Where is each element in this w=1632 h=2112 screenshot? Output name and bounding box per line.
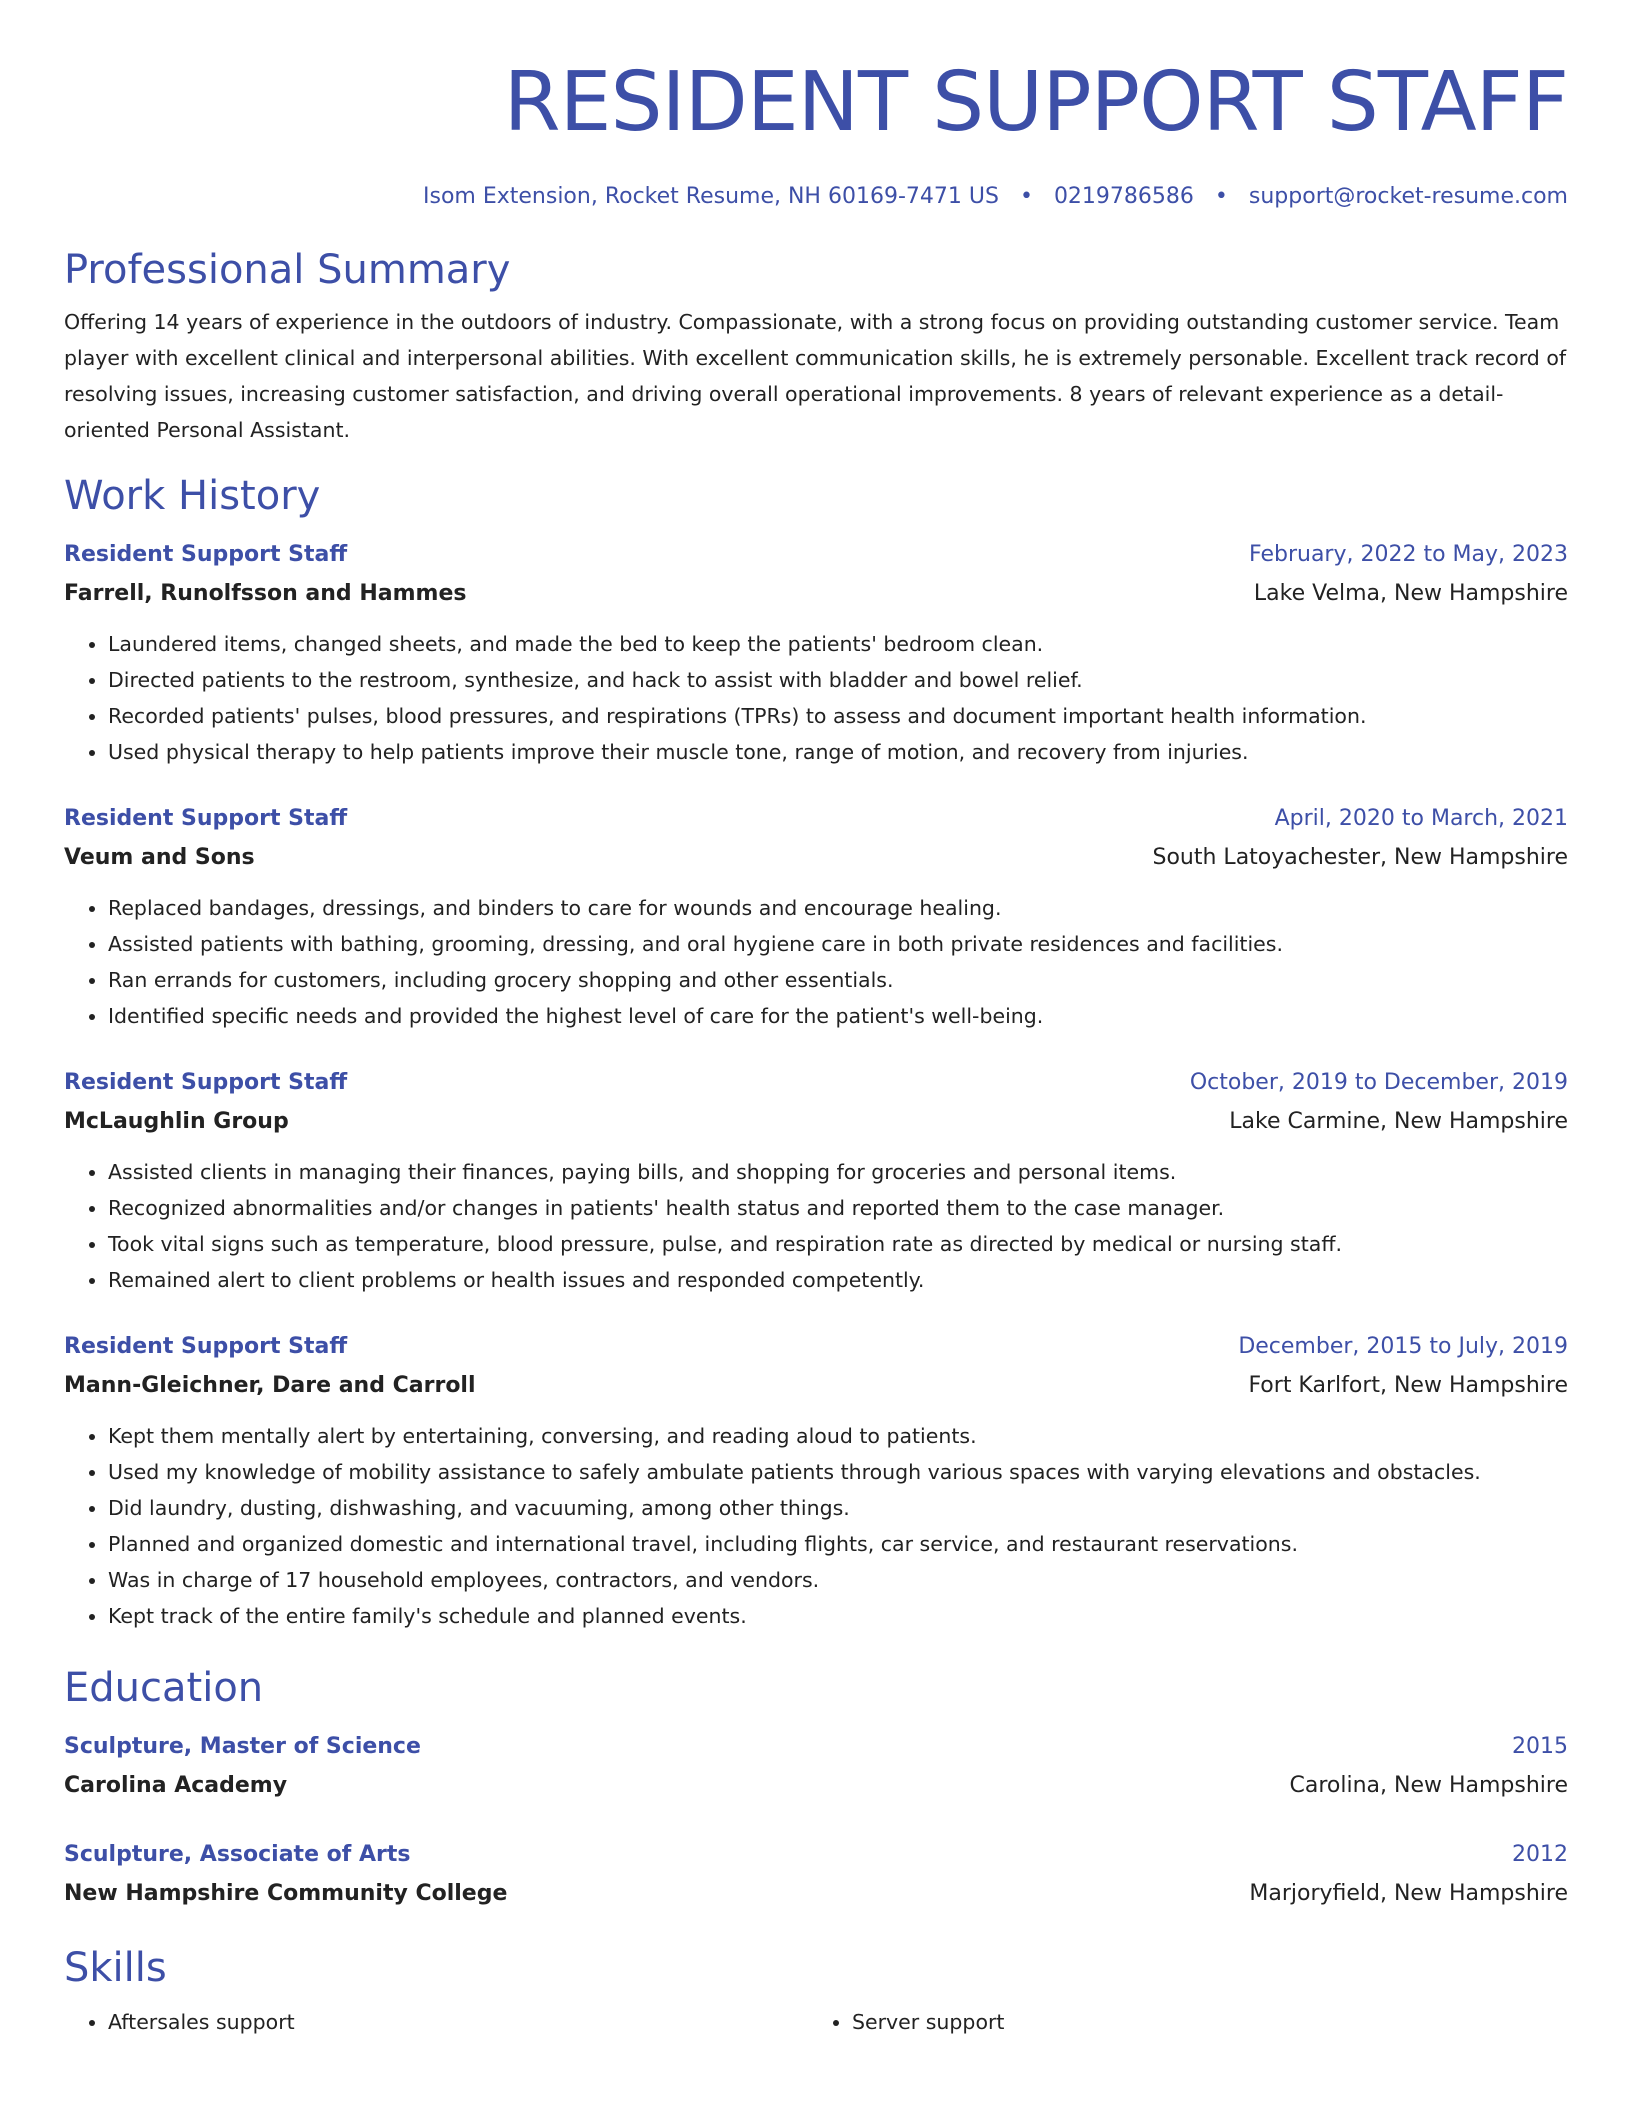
resume-page: [64, 0, 1568, 2040]
job-title: Resident Support Staff: [64, 542, 348, 567]
company-name: Farrell, Runolfsson and Hammes: [64, 581, 467, 606]
job-bullets: [64, 890, 1568, 1034]
job-title: Resident Support Staff: [64, 1070, 348, 1095]
degree-name: Sculpture, Associate of Arts: [64, 1842, 411, 1867]
job-location: Fort Karlfort, New Hampshire: [1248, 1373, 1568, 1398]
job-location: South Latoyachester, New Hampshire: [1152, 845, 1568, 870]
job-dates: October, 2019 to December, 2019: [1189, 1070, 1568, 1095]
work-entry: [64, 1328, 1568, 1634]
skill-item: • Aftersales support: [108, 2004, 808, 2040]
list-item: • Used physical therapy to help patients improve their muscle tone, range of motion, and recovery from injuries.: [108, 734, 1568, 770]
work-entry-subheader: [64, 838, 1568, 878]
list-item: • Directed patients to the restroom, synthesize, and hack to assist with bladder and bowel relief.: [108, 662, 1568, 698]
list-item: • Took vital signs such as temperature, blood pressure, pulse, and respiration rate as directed by medical or nursing staff.: [108, 1226, 1568, 1262]
school-location: Carolina, New Hampshire: [1289, 1773, 1568, 1798]
contact-email[interactable]: support@rocket-resume.com: [1248, 184, 1568, 209]
school-name: Carolina Academy: [64, 1773, 288, 1798]
education-entry-header: [64, 1836, 1568, 1874]
job-dates: April, 2020 to March, 2021: [1274, 806, 1568, 831]
company-name: Veum and Sons: [64, 845, 255, 870]
graduation-year: 2015: [1512, 1734, 1568, 1759]
section-heading-work-history: Work History: [64, 473, 321, 519]
work-entry-subheader: [64, 1366, 1568, 1406]
work-entry: [64, 536, 1568, 770]
job-title: Resident Support Staff: [64, 806, 348, 831]
skills-list: [64, 2004, 1568, 2040]
school-location: Marjoryfield, New Hampshire: [1249, 1881, 1568, 1906]
list-item: • Recorded patients' pulses, blood pressures, and respirations (TPRs) to assess and document important health information.: [108, 698, 1568, 734]
graduation-year: 2012: [1512, 1842, 1568, 1867]
work-entry: [64, 1064, 1568, 1298]
list-item: • Kept them mentally alert by entertaining, conversing, and reading aloud to patients.: [108, 1418, 1568, 1454]
skill-item: • Server support: [852, 2004, 1552, 2040]
list-item: • Assisted patients with bathing, grooming, dressing, and oral hygiene care in both private residences and facilities.: [108, 926, 1568, 962]
education-entry-subheader: [64, 1766, 1568, 1806]
list-item: • Assisted clients in managing their finances, paying bills, and shopping for groceries and personal items.: [108, 1154, 1568, 1190]
job-bullets: [64, 626, 1568, 770]
work-entry-subheader: [64, 1102, 1568, 1142]
list-item: • Did laundry, dusting, dishwashing, and vacuuming, among other things.: [108, 1490, 1568, 1526]
education-entry: [64, 1836, 1568, 1914]
company-name: Mann-Gleichner, Dare and Carroll: [64, 1373, 476, 1398]
section-heading-summary: Professional Summary: [64, 247, 511, 293]
summary-text: Offering 14 years of experience in the outdoors of industry. Compassionate, with a strong focus on providing outstanding customer service. Team player with excellent clinical and interpersonal abilities. With excellent communication skills, he is extremely personable. Excellent track record of resolving issues, increasing customer satisfaction, and driving overall operational improvements. 8 years of relevant experience as a detail-oriented Personal Assistant.: [64, 310, 1567, 442]
job-bullets: [64, 1154, 1568, 1298]
list-item: • Ran errands for customers, including grocery shopping and other essentials.: [108, 962, 1568, 998]
contact-phone: 0219786586: [1053, 184, 1194, 209]
work-entry-header: [64, 1328, 1568, 1366]
resume-title: RESIDENT SUPPORT STAFF: [503, 55, 1568, 150]
education-entry-header: [64, 1728, 1568, 1766]
job-location: Lake Carmine, New Hampshire: [1229, 1109, 1568, 1134]
list-item: • Used my knowledge of mobility assistance to safely ambulate patients through various spaces with varying elevations and obstacles.: [108, 1454, 1568, 1490]
school-name: New Hampshire Community College: [64, 1881, 508, 1906]
contact-separator: •: [1019, 184, 1033, 209]
job-dates: December, 2015 to July, 2019: [1238, 1334, 1568, 1359]
work-entry-subheader: [64, 574, 1568, 614]
contact-separator: •: [1214, 184, 1228, 209]
section-heading-skills: Skills: [64, 1945, 167, 1991]
list-item: • Kept track of the entire family's schedule and planned events.: [108, 1598, 1568, 1634]
job-bullets: [64, 1418, 1568, 1634]
degree-name: Sculpture, Master of Science: [64, 1734, 421, 1759]
education-entry: [64, 1728, 1568, 1806]
job-title: Resident Support Staff: [64, 1334, 348, 1359]
job-location: Lake Velma, New Hampshire: [1253, 581, 1568, 606]
list-item: • Replaced bandages, dressings, and binders to care for wounds and encourage healing.: [108, 890, 1568, 926]
list-item: • Laundered items, changed sheets, and made the bed to keep the patients' bedroom clean.: [108, 626, 1568, 662]
work-entry-header: [64, 536, 1568, 574]
skills-column-left: [64, 2004, 808, 2040]
contact-address: Isom Extension, Rocket Resume, NH 60169-7471 US: [423, 184, 999, 209]
work-entry: [64, 800, 1568, 1034]
work-entry-header: [64, 800, 1568, 838]
work-entry-header: [64, 1064, 1568, 1102]
contact-line: [64, 182, 1568, 212]
education-entry-subheader: [64, 1874, 1568, 1914]
section-heading-education: Education: [64, 1665, 264, 1711]
list-item: • Recognized abnormalities and/or changes in patients' health status and reported them to the case manager.: [108, 1190, 1568, 1226]
job-dates: February, 2022 to May, 2023: [1249, 542, 1568, 567]
list-item: • Remained alert to client problems or health issues and responded competently.: [108, 1262, 1568, 1298]
skills-column-right: [808, 2004, 1552, 2040]
list-item: • Identified specific needs and provided the highest level of care for the patient's well-being.: [108, 998, 1568, 1034]
list-item: • Was in charge of 17 household employees, contractors, and vendors.: [108, 1562, 1568, 1598]
company-name: McLaughlin Group: [64, 1109, 289, 1134]
list-item: • Planned and organized domestic and international travel, including flights, car service, and restaurant reservations.: [108, 1526, 1568, 1562]
